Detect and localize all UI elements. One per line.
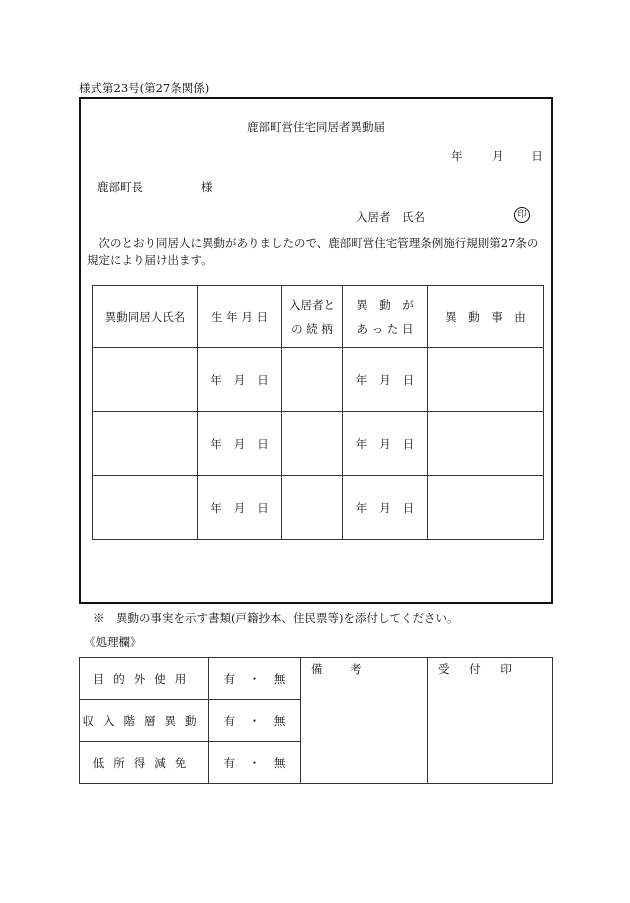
birth-date-cell[interactable] [198,476,282,540]
relation-cell[interactable] [282,476,343,540]
date-year: 年 [451,149,463,163]
reason-cell[interactable] [428,476,544,540]
form-number: 様式第23号(第27条関係) [79,81,210,95]
remarks-cell[interactable] [301,658,428,784]
addressee-name: 鹿部町長 [97,180,143,194]
processing-section-title: 《処理欄》 [84,635,142,649]
remarks-label: 備 考 [311,662,370,676]
occurred-date-cell[interactable] [343,348,428,412]
processing-label-unauthorized-use: 目的外使用 [80,658,209,700]
header-reason: 異 動 事 由 [428,286,544,348]
birth-month: 月 [233,372,246,387]
attachment-note: ※ 異動の事実を示す書類(戸籍抄本、住民票等)を添付してください。 [93,611,459,625]
receipt-stamp-label: 受 付 印 [438,662,520,676]
change-table-header [93,286,544,348]
receipt-stamp-cell[interactable] [428,658,553,784]
occurred-month: 月 [379,500,391,515]
change-table [92,285,544,540]
birth-year: 年 [210,500,222,515]
birth-month: 月 [233,436,246,451]
occurred-year: 年 [355,436,368,451]
birth-year: 年 [210,372,222,387]
birth-date-cell[interactable] [198,412,282,476]
table-row [93,412,544,476]
occurred-day: 日 [402,372,415,387]
seal-mark: 印 [514,207,530,223]
reason-cell[interactable] [428,412,544,476]
resident-name-label: 入居者 氏名 [356,210,425,224]
birth-day: 日 [257,500,269,515]
birth-year: 年 [210,436,222,451]
processing-value-low-income[interactable]: 有 ・ 無 [209,742,301,784]
header-birth: 生 年 月 日 [198,286,282,348]
date-day: 日 [531,149,543,163]
name-cell[interactable] [93,348,198,412]
occurred-day: 日 [402,436,415,451]
occurred-year: 年 [355,372,368,387]
header-occurred [343,286,428,348]
processing-value-income-change[interactable]: 有 ・ 無 [209,700,301,742]
processing-table [79,657,553,784]
birth-day: 日 [257,372,269,387]
occurred-month: 月 [379,436,391,451]
processing-label-low-income: 低所得減免 [80,742,209,784]
birth-date-cell[interactable] [198,348,282,412]
table-row [93,348,544,412]
header-occurred-line2: あ っ た 日 [356,321,414,336]
processing-row [80,658,553,700]
header-name: 異動同居人氏名 [93,286,198,348]
relation-cell[interactable] [282,412,343,476]
occurred-year: 年 [355,500,368,515]
occurred-date-cell[interactable] [343,476,428,540]
header-relation-line1: 入居者と [289,297,335,312]
relation-cell[interactable] [282,348,343,412]
header-relation [282,286,343,348]
reason-cell[interactable] [428,348,544,412]
notification-form [79,97,553,604]
name-cell[interactable] [93,476,198,540]
submission-date [451,148,543,164]
occurred-date-cell[interactable] [343,412,428,476]
body-text: 次のとおり同居人に異動がありましたので、鹿部町営住宅管理条例施行規則第27条の規定により届け出ます。 [87,236,539,267]
table-row [93,476,544,540]
form-title: 鹿部町営住宅同居者異動届 [247,120,385,134]
birth-day: 日 [257,436,269,451]
birth-month: 月 [233,500,246,515]
occurred-day: 日 [402,500,415,515]
header-occurred-line1: 異 動 が [356,297,414,312]
addressee-honorific: 様 [201,180,213,194]
name-cell[interactable] [93,412,198,476]
occurred-month: 月 [379,372,391,387]
processing-value-unauthorized-use[interactable]: 有 ・ 無 [209,658,301,700]
date-month: 月 [492,149,504,163]
processing-label-income-change: 収入階層異動 [80,700,209,742]
header-relation-line2: の 続 柄 [291,321,333,336]
